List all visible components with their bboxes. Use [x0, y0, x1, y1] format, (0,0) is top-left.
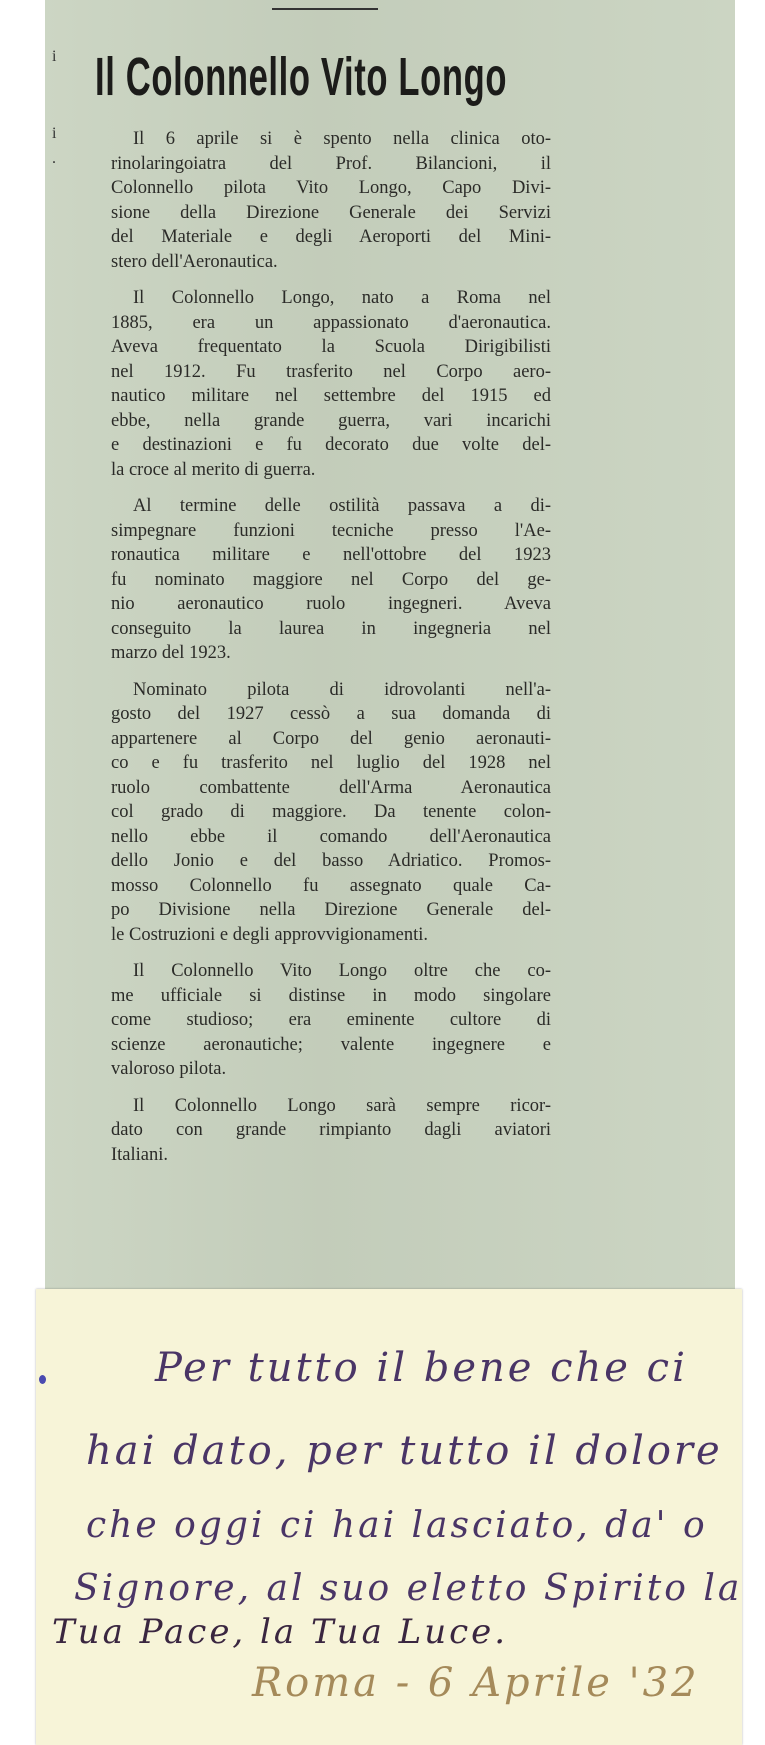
article-line: Il Colonnello Longo, nato a Roma nel [133, 288, 551, 308]
article-paragraph [111, 494, 551, 666]
article-line: nautico militare nel settembre del 1915 ed [111, 386, 551, 406]
article-line: Colonnello pilota Vito Longo, Capo Divi- [111, 178, 551, 198]
article-line: ebbe, nella grande guerra, vari incarichi [111, 410, 551, 431]
article-paragraph [111, 959, 551, 1082]
margin-mark: i [52, 48, 57, 65]
article-paragraph [111, 286, 551, 482]
margin-mark: . [52, 150, 56, 167]
article-line: scienze aeronautiche; valente ingegnere e [111, 1034, 551, 1055]
article-line: stero dell'Aeronautica. [111, 251, 278, 272]
article-line: Il Colonnello Vito Longo oltre che co- [133, 961, 551, 981]
article-line: la croce al merito di guerra. [111, 459, 316, 480]
article-line: conseguito la laurea in ingegneria nel [111, 618, 551, 639]
article-line: co e fu trasferito nel luglio del 1928 nel [111, 753, 551, 773]
handwritten-line: Tua Pace, la Tua Luce. [52, 1612, 509, 1652]
article-line: Italiani. [111, 1144, 169, 1165]
article-line: rinolaringoiatra del Prof. Bilancioni, il [111, 153, 551, 174]
handwritten-line: Signore, al suo eletto Spirito la [74, 1568, 743, 1609]
article-line: 1885, era un appassionato d'aeronautica. [111, 312, 551, 333]
article-line: dato con grande rimpianto dagli aviatori [111, 1120, 551, 1140]
article-body [111, 127, 551, 1167]
article-line: valoroso pilota. [111, 1059, 227, 1079]
handwritten-line: Per tutto il bene che ci [155, 1345, 688, 1391]
handwritten-date: Roma - 6 Aprile '32 [252, 1660, 700, 1706]
article-line: e destinazioni e fu decorato due volte del- [111, 435, 551, 455]
article-line: dello Jonio e del basso Adriatico. Promos- [111, 851, 551, 871]
article-paragraph [111, 1094, 551, 1168]
article-line: sione della Direzione Generale dei Servizi [111, 202, 551, 223]
article-line: appartenere al Corpo del genio aeronauti- [111, 728, 551, 749]
article-line: Il Colonnello Longo sarà sempre ricor- [133, 1095, 551, 1116]
article-line: nio aeronautico ruolo ingegneri. Aveva [111, 594, 551, 614]
article-line: Al termine delle ostilità passava a di- [133, 496, 551, 516]
article-paragraph [111, 127, 551, 274]
article-line: ronautica militare e nell'ottobre del 1923 [111, 545, 551, 565]
article-line: simpegnare funzioni tecniche presso l'Ae- [111, 520, 551, 541]
top-rule [272, 8, 378, 10]
ink-dot [39, 1375, 46, 1384]
article-line: gosto del 1927 cessò a sua domanda di [111, 704, 551, 724]
article-line: Il 6 aprile si è spento nella clinica oto- [133, 129, 551, 149]
article-line: nello ebbe il comando dell'Aeronautica [111, 826, 551, 847]
article-paragraph [111, 678, 551, 948]
article-line: nel 1912. Fu trasferito nel Corpo aero- [111, 361, 551, 382]
article-title: Il Colonnello Vito Longo [95, 47, 508, 107]
article-line: come studioso; era eminente cultore di [111, 1010, 551, 1030]
article-line: col grado di maggiore. Da tenente colon- [111, 802, 551, 822]
article-line: mosso Colonnello fu assegnato quale Ca- [111, 875, 551, 896]
article-line: le Costruzioni e degli approvvigionamenti. [111, 924, 429, 945]
article-line: marzo del 1923. [111, 643, 231, 663]
article-line: Nominato pilota di idrovolanti nell'a- [133, 679, 551, 700]
article-line: ruolo combattente dell'Arma Aeronautica [111, 777, 551, 798]
article-line: del Materiale e degli Aeroporti del Mini- [111, 227, 551, 247]
margin-mark: i [52, 125, 57, 142]
article-line: Aveva frequentato la Scuola Dirigibilisti [111, 337, 551, 357]
article-line: po Divisione nella Direzione Generale del- [111, 900, 551, 920]
handwritten-line: hai dato, per tutto il dolore [86, 1428, 723, 1474]
handwritten-line: che oggi ci hai lasciato, da' o [86, 1505, 708, 1546]
article-line: fu nominato maggiore nel Corpo del ge- [111, 569, 551, 590]
article-line: me ufficiale si distinse in modo singolare [111, 985, 551, 1006]
